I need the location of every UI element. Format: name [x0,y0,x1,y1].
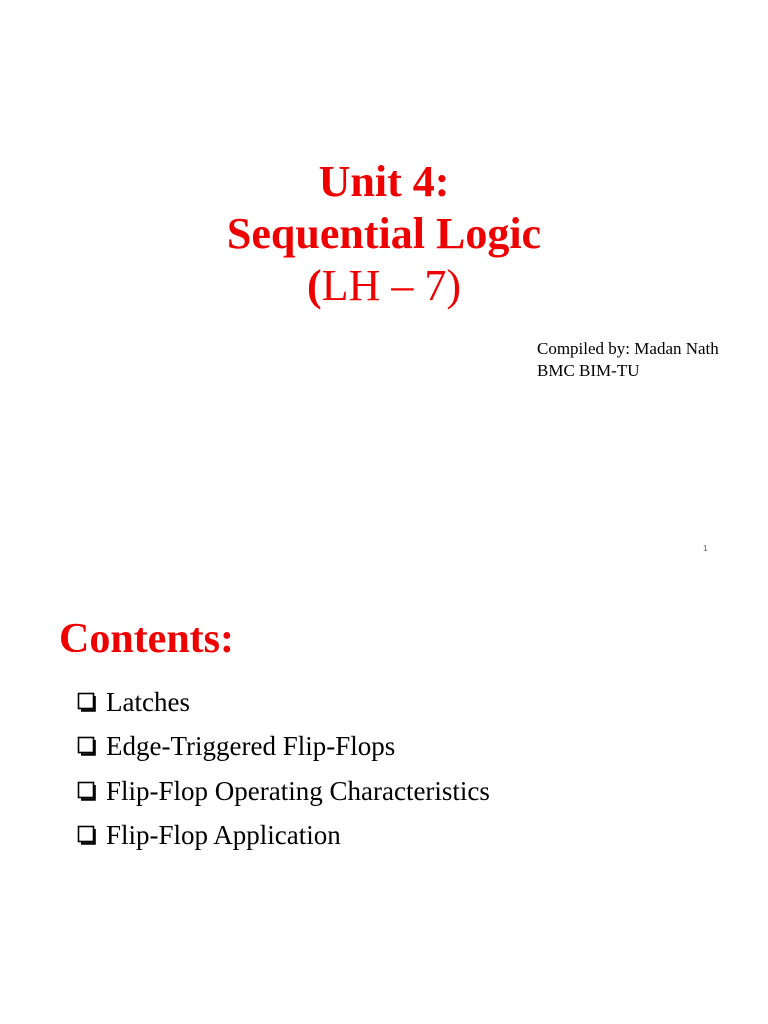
compiled-by: Compiled by: Madan Nath [537,339,719,358]
lecture-hours-paren: ( [307,261,322,310]
lecture-hours-text: LH – 7) [321,261,461,310]
list-item-label: Latches [106,686,190,717]
list-item [77,725,490,770]
list-item-label: Flip-Flop Operating Characteristics [106,775,490,806]
unit-title [0,156,768,208]
topic-title-text: Sequential Logic [226,209,542,258]
list-item [77,814,490,859]
unit-title-text: Unit 4: [318,157,450,206]
contents-slide [0,576,768,1024]
checkbox-icon [77,825,98,846]
checkbox-icon [77,692,98,713]
institution: BMC BIM-TU [537,361,640,380]
topic-title [0,208,768,260]
list-item-label: Edge-Triggered Flip-Flops [106,731,396,762]
lecture-hours [0,260,768,312]
checkbox-icon [77,736,98,757]
contents-heading: Contents: [59,616,234,662]
checkbox-icon [77,781,98,802]
list-item-label: Flip-Flop Application [106,820,341,851]
slide-number: 1 [703,544,708,553]
contents-list [77,680,490,858]
list-item [77,680,490,725]
list-item [77,769,490,814]
